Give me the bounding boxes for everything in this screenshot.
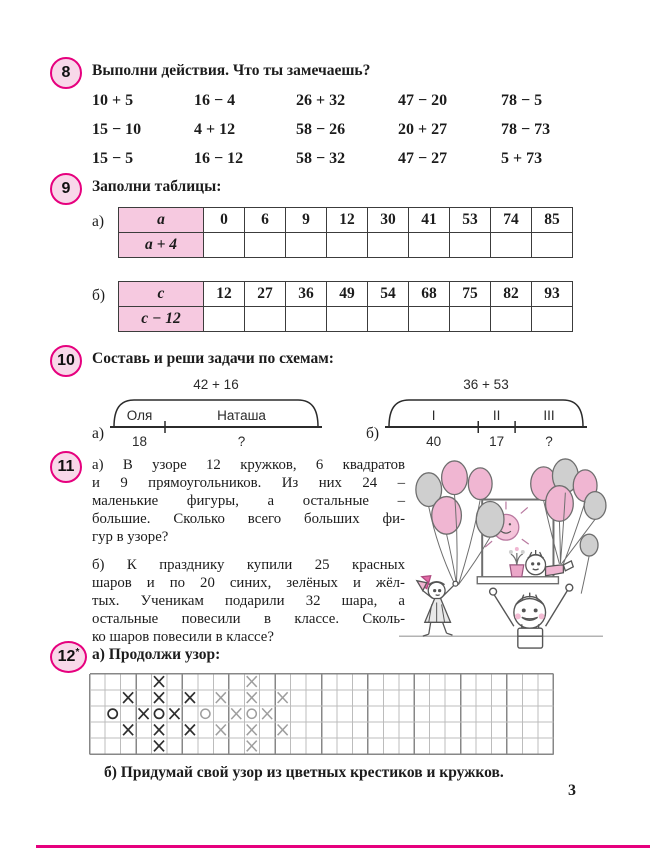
girl <box>417 576 458 636</box>
text-line: остальные повесили в классе. Сколь- <box>92 611 405 627</box>
svg-text:?: ? <box>545 434 553 449</box>
answer-cell[interactable] <box>245 307 286 332</box>
exercise-11-badge: 11 <box>50 451 82 483</box>
expression: 5 + 73 <box>501 150 543 167</box>
text-line: ко шаров повесили в классе? <box>92 629 274 645</box>
expression: 16 − 4 <box>194 92 236 109</box>
text-line: маленькие фигуры, а остальные – <box>92 493 405 509</box>
exercise-8-expressions <box>92 92 575 168</box>
expression: 78 − 73 <box>501 121 551 138</box>
schema-a-diagram <box>108 374 324 457</box>
text-line: большие. Сколько всего больших фи- <box>92 511 405 527</box>
answer-cell[interactable] <box>286 233 327 258</box>
row-header-cell: a + 4 <box>119 233 204 258</box>
expression: 16 − 12 <box>194 150 244 167</box>
value-cell: 93 <box>532 282 573 307</box>
value-cell: 6 <box>245 208 286 233</box>
value-cell: 9 <box>286 208 327 233</box>
expression: 10 + 5 <box>92 92 134 109</box>
pattern-grid <box>89 673 555 761</box>
value-cell: 12 <box>204 282 245 307</box>
value-cell: 36 <box>286 282 327 307</box>
exercise-9-badge: 9 <box>50 173 82 205</box>
expression: 15 − 5 <box>92 150 134 167</box>
table-b <box>118 281 573 332</box>
value-cell: 49 <box>327 282 368 307</box>
exercise-12-title-b: б) Придумай свой узор из цветных крестиков и кружков. <box>104 764 504 781</box>
svg-text:Оля: Оля <box>126 408 153 423</box>
value-cell: 30 <box>368 208 409 233</box>
schema-b-diagram <box>383 374 589 457</box>
text-line: а) В узоре 12 кружков, 6 квадратов <box>92 457 405 473</box>
problem-a-text <box>92 456 405 546</box>
child-at-window <box>526 550 574 576</box>
svg-text:17: 17 <box>489 434 505 449</box>
expression: 15 − 10 <box>92 121 142 138</box>
row-header-cell: a <box>119 208 204 233</box>
exercise-9 <box>61 178 575 338</box>
value-cell: 41 <box>409 208 450 233</box>
answer-cell[interactable] <box>368 233 409 258</box>
text-line: тых. Ученикам подарили 32 шара, а <box>92 593 405 609</box>
table-b-row <box>92 281 573 332</box>
schema-a <box>92 374 324 457</box>
page-number: 3 <box>568 782 576 799</box>
text-line: б) К празднику купили 25 красных <box>92 557 405 573</box>
exercise-9-title: Заполни таблицы: <box>92 178 222 195</box>
boy <box>490 584 573 648</box>
expression: 58 − 32 <box>296 150 346 167</box>
expression: 58 − 26 <box>296 121 346 138</box>
svg-text:?: ? <box>237 434 246 449</box>
answer-cell[interactable] <box>368 307 409 332</box>
single-balloon <box>580 534 598 593</box>
answer-cell[interactable] <box>409 307 450 332</box>
expression: 20 + 27 <box>398 121 448 138</box>
schema-a-label: а) <box>92 425 105 442</box>
text-line: гур в узоре? <box>92 529 169 545</box>
svg-text:II: II <box>493 408 501 423</box>
answer-cell[interactable] <box>245 233 286 258</box>
value-cell: 53 <box>450 208 491 233</box>
expression: 47 − 27 <box>398 150 448 167</box>
balloons-illustration <box>395 454 608 657</box>
answer-cell[interactable] <box>532 233 573 258</box>
expression: 4 + 12 <box>194 121 236 138</box>
exercise-12 <box>57 646 575 806</box>
svg-text:III: III <box>543 408 555 423</box>
answer-cell[interactable] <box>491 233 532 258</box>
svg-text:42 + 16: 42 + 16 <box>193 377 239 392</box>
answer-cell[interactable] <box>327 233 368 258</box>
flower-pot <box>509 547 525 577</box>
svg-text:Наташа: Наташа <box>217 408 266 423</box>
value-cell: 27 <box>245 282 286 307</box>
expression: 26 + 32 <box>296 92 346 109</box>
answer-cell[interactable] <box>450 233 491 258</box>
exercise-12-number: 12 <box>57 648 76 665</box>
exercise-10 <box>57 350 575 450</box>
exercise-12-badge: 12 * <box>50 641 87 673</box>
value-cell: 54 <box>368 282 409 307</box>
answer-cell[interactable] <box>409 233 450 258</box>
svg-text:I: I <box>431 408 436 423</box>
text-line: шаров и по 20 синих, зелёных и жёл- <box>92 575 405 591</box>
exercise-10-title: Составь и реши задачи по схемам: <box>92 350 334 367</box>
value-cell: 82 <box>491 282 532 307</box>
value-cell: 12 <box>327 208 368 233</box>
schemas <box>92 374 589 457</box>
exercise-10-badge: 10 <box>50 345 82 377</box>
svg-text:36 + 53: 36 + 53 <box>463 377 509 392</box>
exercise-8-title: Выполни действия. Что ты замечаешь? <box>92 62 371 79</box>
answer-cell[interactable] <box>204 307 245 332</box>
expression: 78 − 5 <box>501 92 543 109</box>
expression: 47 − 20 <box>398 92 448 109</box>
table-a-row <box>92 207 573 258</box>
value-cell: 0 <box>204 208 245 233</box>
answer-cell[interactable] <box>450 307 491 332</box>
answer-cell[interactable] <box>327 307 368 332</box>
table-a <box>118 207 573 258</box>
svg-text:18: 18 <box>132 434 148 449</box>
exercise-8 <box>61 62 575 168</box>
exercise-12-title-a: а) Продолжи узор: <box>92 646 221 663</box>
value-cell: 74 <box>491 208 532 233</box>
row-header-cell: c <box>119 282 204 307</box>
table-a-label: а) <box>92 213 105 230</box>
schema-b <box>366 374 589 457</box>
svg-text:40: 40 <box>426 434 442 449</box>
row-header-cell: c − 12 <box>119 307 204 332</box>
exercise-11 <box>57 456 575 645</box>
table-b-label: б) <box>92 287 106 304</box>
schema-b-label: б) <box>366 425 380 442</box>
answer-cell[interactable] <box>532 307 573 332</box>
value-cell: 85 <box>532 208 573 233</box>
answer-cell[interactable] <box>286 307 327 332</box>
bottom-accent-rule <box>36 845 650 848</box>
problem-b-text <box>92 556 405 646</box>
answer-cell[interactable] <box>204 233 245 258</box>
text-line: и 9 прямоугольников. Из них 24 – <box>92 475 405 491</box>
exercise-8-badge: 8 <box>50 57 82 89</box>
answer-cell[interactable] <box>491 307 532 332</box>
value-cell: 75 <box>450 282 491 307</box>
left-balloon-bunch <box>416 461 504 585</box>
value-cell: 68 <box>409 282 450 307</box>
